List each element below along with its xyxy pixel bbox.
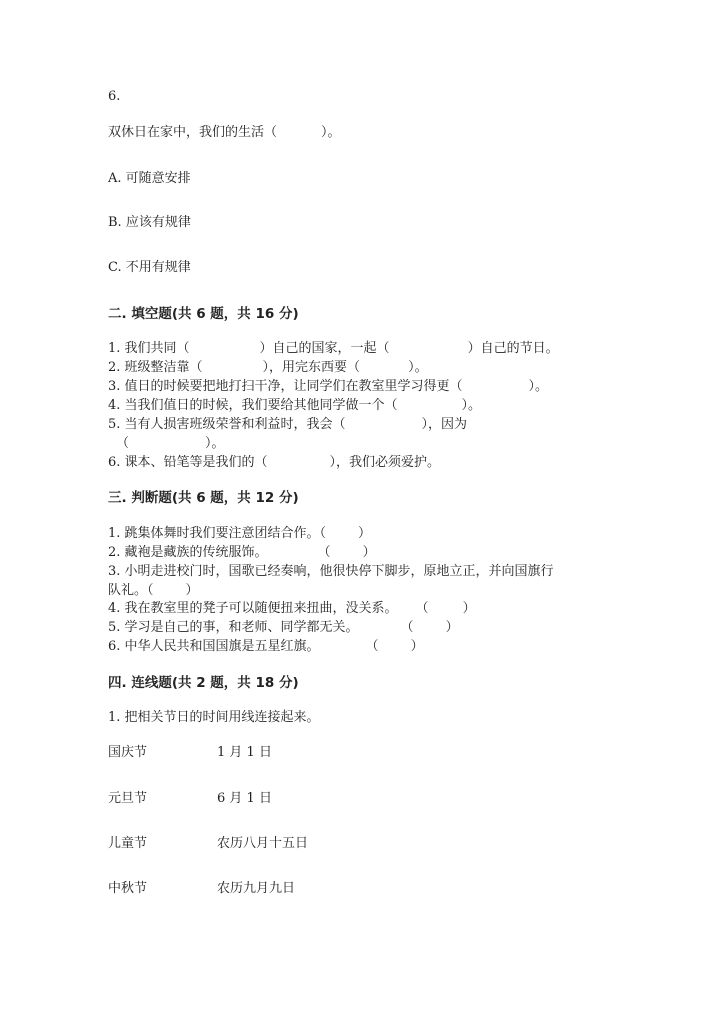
fill-line-1: [108, 340, 559, 358]
judge-line-3: 3. 小明走进校门时，国歌已经奏响，他很快停下脚步，原地立正，并向国旗行: [108, 564, 554, 579]
judge-3-text-end: 队礼。（: [108, 583, 154, 598]
fill-3-part-a: 3. 值日的时候要把地打扫干净，让同学们在教室里学习得更（: [108, 379, 463, 394]
judge-1-close: ）: [358, 526, 372, 541]
fill-5b-part-b: ）。: [205, 436, 225, 451]
match-left-item: 元旦节: [108, 791, 148, 806]
q6-stem-after: ）。: [321, 125, 341, 140]
question-6-option-c: C. 不用有规律: [108, 260, 191, 275]
q6-stem-before: 双休日在家中，我们的生活（: [108, 125, 278, 140]
judge-section-title: 三. 判断题(共 6 题，共 12 分): [108, 490, 299, 506]
match-left-item: 儿童节: [108, 836, 148, 851]
question-6-number: 6.: [108, 89, 121, 104]
fill-4-part-a: 4. 当我们值日的时候，我们要给其他同学做一个（: [108, 398, 398, 413]
judge-line-5: [108, 619, 459, 637]
judge-3-close: ）: [185, 583, 199, 598]
match-left-item: 中秋节: [108, 881, 148, 896]
judge-line-4: [108, 600, 476, 618]
judge-5-open: （: [400, 620, 414, 635]
judge-6-close: ）: [410, 639, 424, 654]
judge-5-close: ）: [445, 620, 459, 635]
question-6-stem: [108, 124, 341, 142]
question-6-option-a: A. 可随意安排: [108, 171, 191, 186]
fill-5-part-a: 5. 当有人损害班级荣誉和利益时，我会（: [108, 417, 346, 432]
match-right-item: 农历八月十五日: [217, 836, 309, 851]
fill-line-2: [108, 359, 428, 377]
match-section-title: 四. 连线题(共 2 题，共 18 分): [108, 675, 299, 691]
fill-line-3: [108, 378, 548, 396]
fill-line-4: [108, 397, 481, 415]
match-right-item: 6 月 1 日: [217, 791, 272, 806]
fill-1-part-a: 1. 我们共同（: [108, 341, 190, 356]
judge-4-close: ）: [462, 601, 476, 616]
fill-6-part-a: 6. 课本、铅笔等是我们的（: [108, 455, 268, 470]
fill-6-part-b: ），我们必须爱护。: [329, 455, 441, 470]
judge-2-open: （: [317, 545, 331, 560]
judge-5-text: 5. 学习是自己的事，和老师、同学都无关。: [108, 620, 359, 635]
judge-2-text: 2. 藏袍是藏族的传统服饰。: [108, 545, 268, 560]
fill-5b-part-a: （: [116, 436, 130, 451]
question-6-option-b: B. 应该有规律: [108, 215, 191, 230]
judge-1-text: 1. 跳集体舞时我们要注意团结合作。（: [108, 526, 327, 541]
fill-3-part-b: ）。: [528, 379, 549, 394]
match-left-item: 国庆节: [108, 745, 148, 760]
fill-line-5-continued: [116, 435, 225, 453]
match-right-item: 农历九月九日: [217, 881, 296, 896]
match-right-item: 1 月 1 日: [217, 745, 272, 760]
judge-line-2: [108, 544, 376, 562]
judge-2-close: ）: [362, 545, 376, 560]
judge-4-open: （: [415, 601, 429, 616]
fill-line-6: [108, 454, 440, 472]
fill-line-5: [108, 416, 467, 434]
judge-line-3-continued: [108, 582, 199, 600]
fill-5-part-b: ），因为: [421, 417, 468, 432]
fill-4-part-b: ）。: [461, 398, 482, 413]
judge-6-text: 6. 中华人民共和国国旗是五星红旗。: [108, 639, 320, 654]
judge-6-open: （: [365, 639, 379, 654]
judge-line-6: [108, 638, 424, 656]
fill-1-part-c: ）自己的节日。: [467, 341, 559, 356]
match-instruction: 1. 把相关节日的时间用线连接起来。: [108, 710, 320, 725]
fill-2-part-b: ），用完东西要（: [262, 360, 361, 375]
judge-4-text: 4. 我在教室里的凳子可以随便扭来扭曲，没关系。: [108, 601, 398, 616]
fill-section-title: 二. 填空题(共 6 题，共 16 分): [108, 306, 299, 322]
fill-1-part-b: ）自己的国家，一起（: [259, 341, 390, 356]
fill-2-part-a: 2. 班级整洁靠（: [108, 360, 203, 375]
fill-2-part-c: ）。: [408, 360, 428, 375]
judge-line-1: [108, 525, 371, 543]
